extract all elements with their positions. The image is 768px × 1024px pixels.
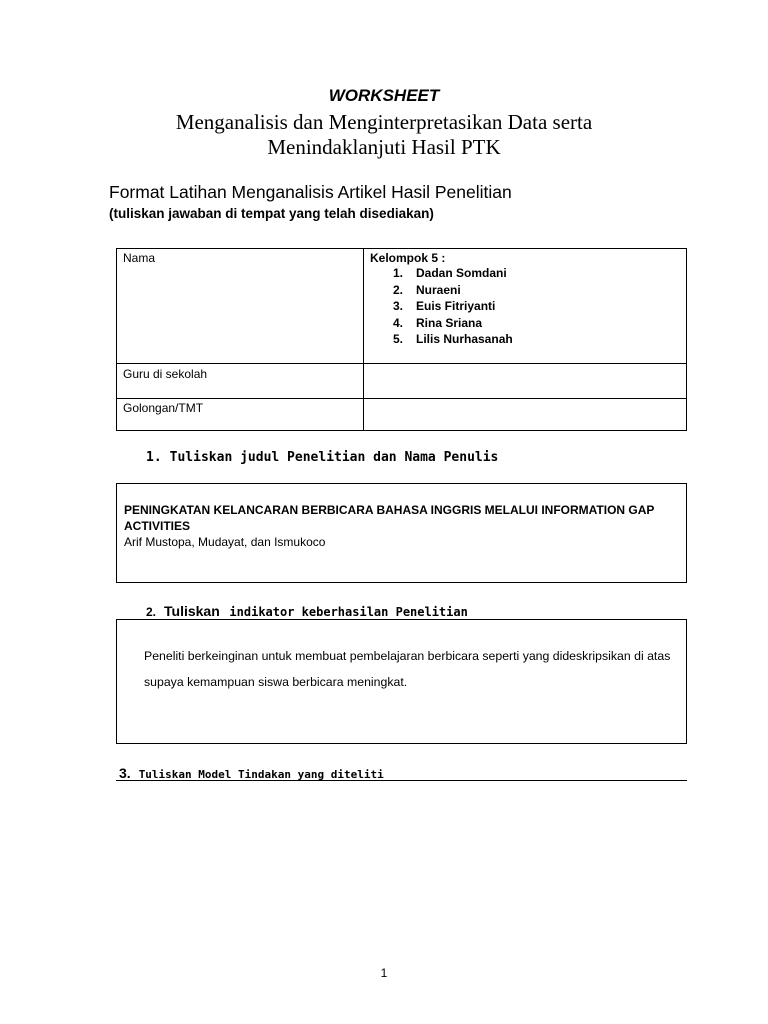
member-name: Dadan Somdani [416, 266, 507, 280]
member-number: 3. [393, 299, 404, 313]
golongan-field[interactable] [364, 399, 687, 431]
member-number: 5. [393, 332, 404, 346]
list-item [370, 331, 680, 348]
format-note: (tuliskan jawaban di tempat yang telah disediakan) [109, 206, 434, 221]
member-name: Nuraeni [416, 282, 461, 297]
member-name: Lilis Nurhasanah [416, 332, 513, 346]
list-item [370, 298, 680, 315]
kelompok-label: Kelompok 5 : [370, 251, 446, 265]
member-number: 1. [393, 266, 404, 280]
list-item [370, 282, 680, 299]
question-1-number: 1. [146, 450, 162, 465]
question-1-text: Tuliskan judul Penelitian dan Nama Penulis [169, 450, 499, 465]
golongan-label: Golongan/TMT [117, 399, 364, 431]
member-number: 4. [393, 315, 404, 330]
question-3-number: 3. [119, 765, 131, 781]
list-item [370, 265, 680, 282]
page-number: 1 [380, 966, 388, 980]
document-title-line-2: Menindaklanjuti Hasil PTK [267, 135, 501, 159]
question-3-text: Tuliskan Model Tindakan yang diteliti [138, 768, 384, 781]
question-2-answer: Peneliti berkeinginan untuk membuat pembelajaran berbicara seperti yang dideskripsikan di atas supaya kemampuan siswa berbicara meningkat. [144, 649, 671, 689]
question-2-heading [146, 601, 468, 620]
research-authors: Arif Mustopa, Mudayat, dan Ismukoco [124, 535, 326, 549]
question-2-lead: Tuliskan [164, 603, 220, 619]
document-title [0, 110, 768, 160]
worksheet-label: WORKSHEET [328, 86, 440, 105]
identity-row-guru [117, 364, 687, 399]
nama-label: Nama [117, 249, 364, 364]
document-title-line-1: Menganalisis dan Menginterpretasikan Data serta [175, 110, 593, 134]
question-1-heading [146, 450, 498, 465]
guru-field[interactable] [364, 364, 687, 399]
format-title: Format Latihan Menganalisis Artikel Hasil Penelitian [109, 182, 512, 202]
member-list [370, 265, 680, 348]
question-3-divider [116, 780, 687, 781]
identity-row-golongan [117, 399, 687, 431]
question-2-number: 2. [146, 605, 157, 619]
identity-row-nama [117, 249, 687, 364]
kelompok-cell[interactable] [364, 249, 687, 364]
member-name: Euis Fitriyanti [416, 299, 496, 313]
identity-table [116, 248, 687, 431]
research-title: PENINGKATAN KELANCARAN BERBICARA BAHASA INGGRIS MELALUI INFORMATION GAP ACTIVITIES [124, 503, 655, 533]
member-name: Rina Sriana [416, 315, 483, 330]
question-1-answer-box[interactable] [116, 483, 687, 583]
member-number: 2. [393, 282, 404, 297]
guru-label: Guru di sekolah [117, 364, 364, 399]
question-2-answer-box[interactable] [116, 619, 687, 744]
list-item [370, 315, 680, 332]
question-2-text: indikator keberhasilan Penelitian [229, 605, 468, 619]
